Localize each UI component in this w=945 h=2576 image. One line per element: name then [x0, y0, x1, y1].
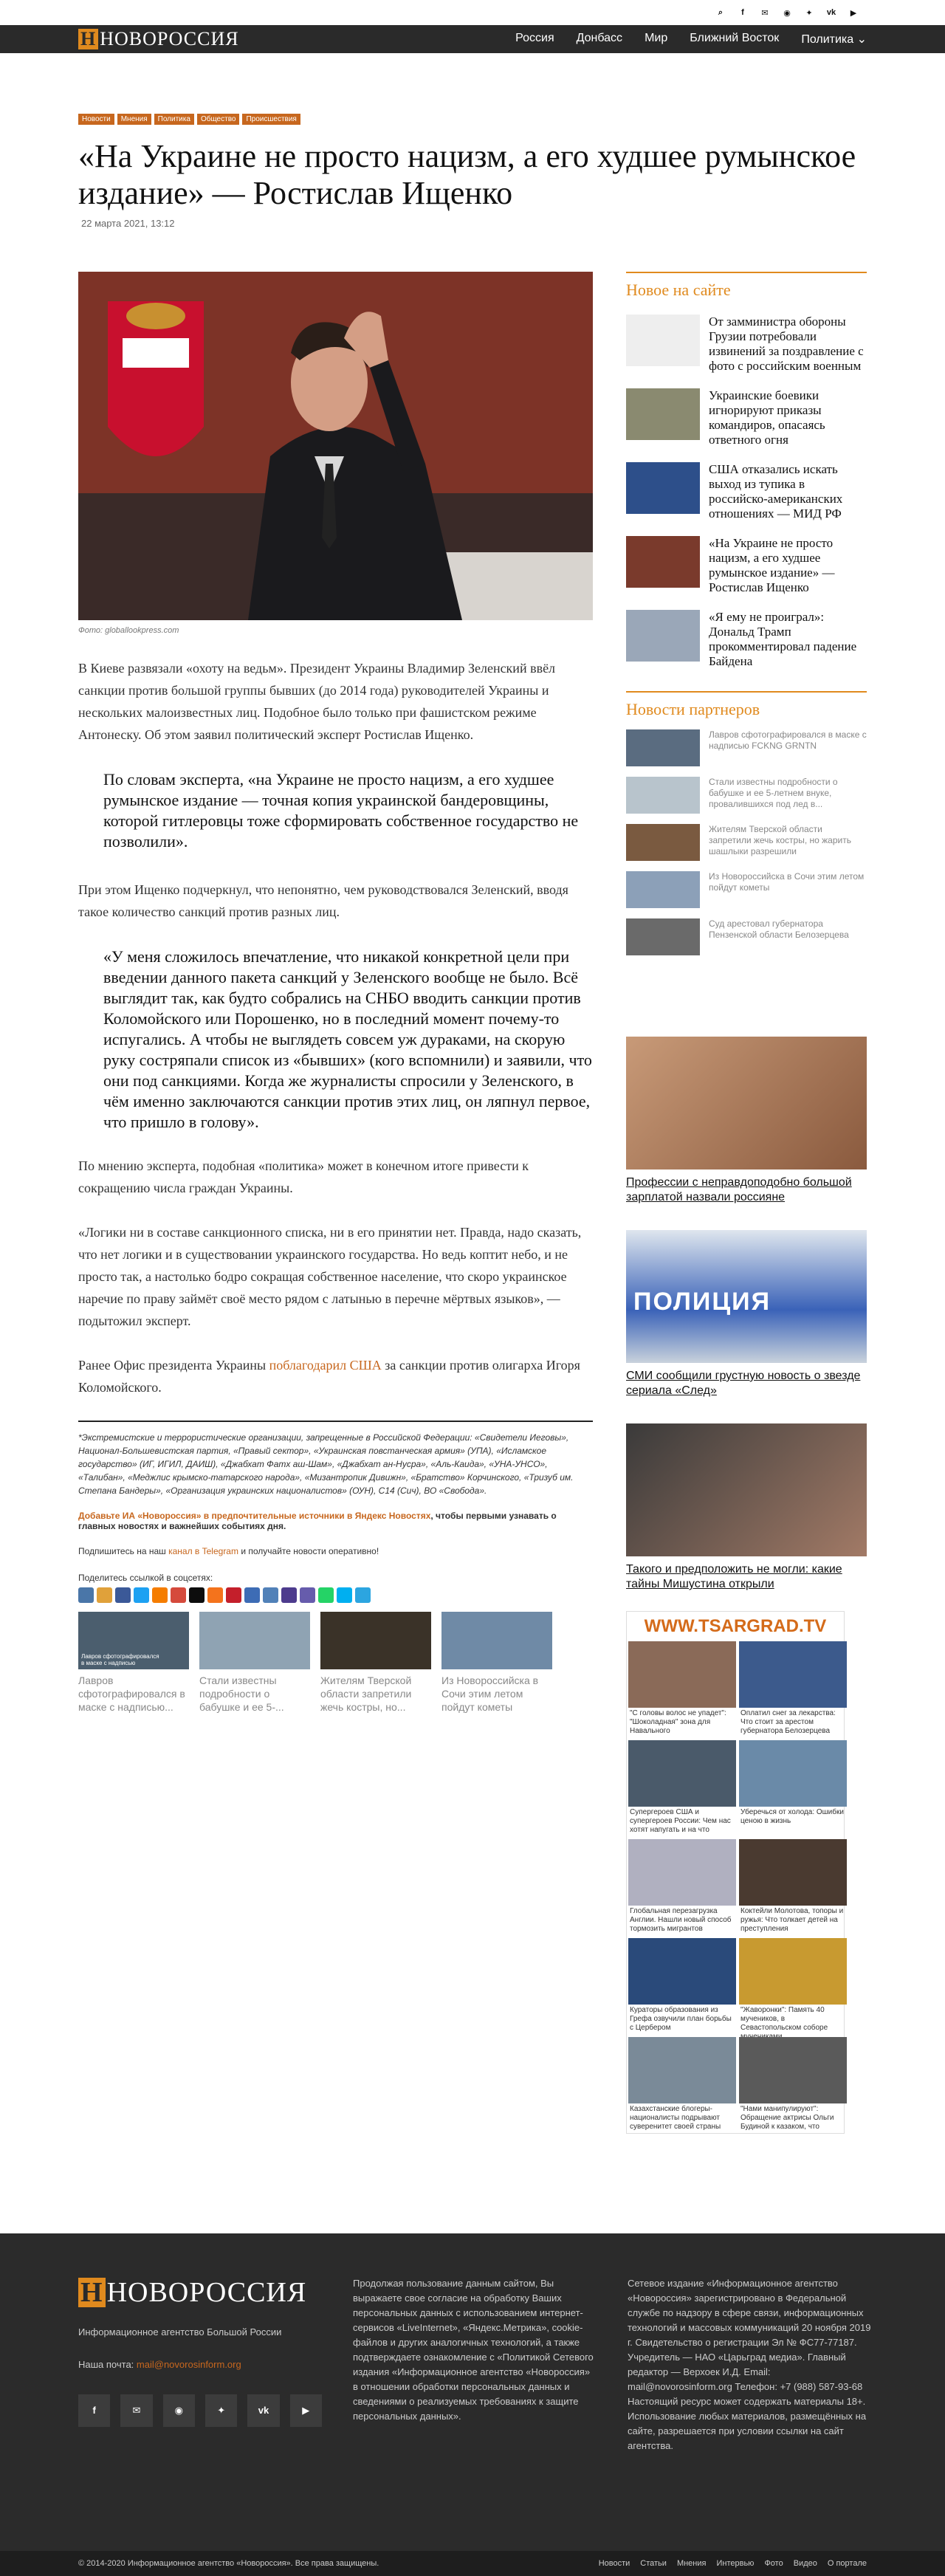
mail-icon[interactable]: ✉: [761, 8, 769, 18]
site-news-item[interactable]: [626, 315, 867, 374]
footer-mail-label: Наша почта:: [78, 2359, 137, 2370]
footer-privacy: Продолжая пользование данным сайтом, Вы выражаете свое согласие на обработку Ваших персональных данных с использованием интернет-сервисов «LiveInternet», «Яндекс.Метрика», cookie-файлов и других аналогичных технологий, а также подтверждаете ознакомление с «Политикой Сетевого издания «Информационное агентство «Новороссия» в отношении обработки персональных данных и сведениями о реализуемых требованиях к защите персональных данных».: [353, 2278, 594, 2422]
site-news-item[interactable]: [626, 610, 867, 669]
main-navbar: [0, 25, 945, 53]
partner-news-list: [626, 729, 867, 955]
tg-text-end: и получайте новости оперативно!: [238, 1546, 379, 1556]
share-button[interactable]: [355, 1587, 371, 1603]
footer-logo-text: НОВОРОССИЯ: [106, 2277, 307, 2308]
footer-social-icon[interactable]: vk: [247, 2394, 279, 2427]
yandex-news-link[interactable]: Добавьте ИА «Новороссия» в предпочтительные источники в Яндекс Новостях: [78, 1511, 431, 1521]
footer-mail-link[interactable]: mail@novorosinform.org: [136, 2359, 241, 2370]
sidebar-ads: [626, 1037, 867, 1592]
quote-1: По словам эксперта, «на Украине не просто нацизм, а его худшее румынское издание — точная копия украинской бандеровщины, которой гитлеровцы тоже сформировать собственное государство не позволили».: [103, 770, 579, 851]
tag[interactable]: Новости: [78, 114, 114, 125]
tsargrad-item[interactable]: [739, 1740, 847, 1836]
related-image: [320, 1612, 431, 1669]
share-button[interactable]: [78, 1587, 94, 1603]
tsargrad-grid: [627, 1641, 844, 2133]
tsargrad-title: Казахстанские блогеры-националисты подрывают суверенитет своей страны: [630, 2105, 721, 2131]
footer-logo[interactable]: [78, 2278, 322, 2307]
related-image: [78, 1612, 189, 1669]
article-title: «На Украине не просто нацизм, а его худшее румынское издание» — Ростислав Ищенко: [78, 138, 856, 211]
related-news: [78, 1612, 593, 1714]
tsargrad-item[interactable]: [739, 1938, 847, 2034]
partner-thumb: [626, 729, 700, 766]
footer-social-icon[interactable]: f: [78, 2394, 110, 2427]
tg-text: Подпишитесь на наш: [78, 1546, 169, 1556]
ad-title: Профессии с неправдоподобно большой зарплатой назвали россияне: [626, 1176, 852, 1203]
partner-thumb: [626, 871, 700, 908]
footer-social-icon[interactable]: ▶: [290, 2394, 322, 2427]
partner-title: Лавров сфотографировался в маске с надписью FCKNG GRNTN: [709, 729, 867, 751]
telegram-channel-link[interactable]: канал в Telegram: [168, 1546, 238, 1556]
footer-link[interactable]: Статьи: [640, 2559, 667, 2568]
tsargrad-title: "Нами манипулируют": Обращение актрисы Ольги Будиной к казаком, что: [740, 2105, 834, 2131]
tsargrad-image: [628, 1740, 736, 1807]
article-tags: [78, 114, 867, 125]
logo-text: НОВОРОССИЯ: [100, 28, 239, 49]
tsargrad-image: [739, 1641, 847, 1708]
news-thumb: [626, 462, 700, 514]
footer-link[interactable]: Фото: [764, 2559, 783, 2568]
share-button[interactable]: [281, 1587, 297, 1603]
footer-links: [599, 2559, 867, 2568]
footer-social-icon[interactable]: ✦: [205, 2394, 237, 2427]
share-button[interactable]: [189, 1587, 205, 1603]
facebook-icon[interactable]: f: [741, 8, 744, 17]
footer-social-icon[interactable]: ✉: [120, 2394, 152, 2427]
news-thumb: [626, 315, 700, 366]
partner-thumb: [626, 918, 700, 955]
tsargrad-item[interactable]: [628, 1740, 736, 1836]
footer-logo-letter: Н: [78, 2278, 106, 2307]
tsargrad-item[interactable]: [739, 2037, 847, 2133]
share-button[interactable]: [171, 1587, 186, 1603]
paragraph-1: В Киеве развязали «охоту на ведьм». Президент Украины Владимир Зеленский ввёл санкции против большой группы бывших (до 2014 года) руководителей Украины и нескольких малоизвестных лиц. Подобное было только при фашистском режиме Антонеску. Об этом заявил политический эксперт Ростислав Ищенко.: [78, 661, 556, 742]
nav-item[interactable]: Политика ⌄: [801, 33, 867, 46]
paragraph-5: [78, 1354, 593, 1398]
divider: [78, 1421, 593, 1422]
tsargrad-image: [628, 1839, 736, 1906]
partner-news-heading: Новости партнеров: [626, 691, 867, 719]
share-button[interactable]: [263, 1587, 278, 1603]
related-card[interactable]: [199, 1612, 310, 1714]
tsargrad-heading[interactable]: WWW.TSARGRAD.TV: [644, 1616, 827, 1636]
tag[interactable]: Общество: [197, 114, 240, 125]
footer-link[interactable]: Мнения: [676, 2559, 707, 2568]
news-title: США отказались искать выход из тупика в российско-американских отношениях — МИД РФ: [709, 462, 843, 521]
article-photo: [78, 272, 593, 620]
tsargrad-title: Коктейли Молотова, топоры и ружья: Что толкает детей на преступления: [740, 1907, 844, 1933]
news-title: «Я ему не проиграл»: Дональд Трамп прокомментировал падение Байдена: [709, 610, 857, 668]
search-icon[interactable]: ⌕: [718, 7, 724, 17]
photo-caption: Фото: globallookpress.com: [78, 626, 179, 635]
nav-item[interactable]: Донбасс: [576, 32, 623, 44]
sidebar-ad[interactable]: [626, 1230, 867, 1398]
tsargrad-item[interactable]: [739, 1839, 847, 1935]
tsargrad-title: Оплатил снег за лекарства: Что стоит за арестом губернатора Белозерцева: [740, 1709, 836, 1735]
news-title: «На Украине не просто нацизм, а его худшее румынское издание» — Ростислав Ищенко: [709, 536, 835, 594]
partner-thumb: [626, 824, 700, 861]
p5-text: Ранее Офис президента Украины: [78, 1358, 269, 1373]
related-title: Лавров сфотографировался в маске с надписью...: [78, 1675, 185, 1713]
site-news-item[interactable]: [626, 536, 867, 595]
new-on-site-list: [626, 315, 867, 669]
site-news-item[interactable]: [626, 388, 867, 447]
yandex-note: [78, 1511, 593, 1531]
ad-title: СМИ сообщили грустную новость о звезде сериала «След»: [626, 1370, 861, 1397]
tsargrad-image: [739, 1740, 847, 1807]
tsargrad-item[interactable]: [628, 1839, 736, 1935]
ad-plate: ПОЛИЦИЯ: [633, 1288, 772, 1316]
related-title: Стали известны подробности о бабушке и ее 5-...: [199, 1675, 284, 1713]
partner-news-item[interactable]: [626, 871, 867, 908]
article-date: 22 марта 2021, 13:12: [81, 218, 175, 229]
footer-legal: Сетевое издание «Информационное агентство «Новороссия» зарегистрировано в Федеральной службе по надзору в сфере связи, информационных технологий и массовых коммуникаций 20 ноября 2019 г. Свидетельство о регистрации Эл № ФС77-77187. Учредитель — НАО «Царьград медиа». Главный редактор — Верхоек И.Д. Email: mail@novorosinform.org Телефон: +7 (988) 587-93-68 Настоящий ресурс может содержать материалы 18+. Использование любых материалов, размещённых на сайте, разрешается при условии ссылки на сайт агентства.: [628, 2278, 871, 2451]
footer-link[interactable]: Видео: [793, 2559, 817, 2568]
tsargrad-title: "С головы волос не упадет": "Шоколадная" зона для Навального: [630, 1709, 726, 1735]
share-button[interactable]: [337, 1587, 352, 1603]
tsargrad-widget: [626, 1611, 845, 2134]
ad-image: [626, 1230, 867, 1363]
tsargrad-image: [628, 1938, 736, 2005]
tsargrad-title: Кураторы образования из Грефа озвучили план борьбы с Цербером: [630, 2006, 732, 2032]
main-menu: [515, 32, 867, 47]
share-button[interactable]: [300, 1587, 315, 1603]
share-button[interactable]: [207, 1587, 223, 1603]
quote-2: «У меня сложилось впечатление, что никакой конкретной цели при введении данного пакета санкций у Зеленского вообще не было. Всё выглядит так, как будто собрались на СНБО вводить санкции против Коломойского или Порошенко, но в последний момент почему-то испугались. А чтобы не выглядеть совсем уж дураками, на скорую руку состряпали список из «бывших» (кого вспомнили) и заявили, что они под санкциями. Когда же журналисты спросили у Зеленского, в чём именно заключаются санкции против этих лиц, он ляпнул первое, что пришло в голову».: [103, 947, 592, 1131]
bottom-bar: [0, 2551, 945, 2576]
tsargrad-title: Глобальная перезагрузка Англии. Нашли новый способ тормозить мигрантов: [630, 1907, 732, 1933]
site-logo[interactable]: [78, 28, 239, 50]
news-thumb: [626, 610, 700, 662]
tsargrad-image: [739, 2037, 847, 2103]
new-on-site-heading: Новое на сайте: [626, 272, 867, 300]
footer-brand: [78, 2278, 322, 2427]
tsargrad-item[interactable]: [628, 2037, 736, 2133]
partner-title: Из Новороссийска в Сочи этим летом пойдут кометы: [709, 871, 865, 893]
footer-link[interactable]: Интервью: [716, 2559, 755, 2568]
nav-item[interactable]: Мир: [645, 32, 668, 44]
rss-icon[interactable]: ◉: [783, 8, 791, 18]
tag[interactable]: Происшествия: [242, 114, 300, 125]
sidebar-ad[interactable]: [626, 1037, 867, 1205]
page-content: [78, 114, 867, 2131]
share-button[interactable]: [244, 1587, 260, 1603]
twitter-icon[interactable]: ✦: [805, 8, 813, 18]
top-social-bar: [0, 0, 945, 25]
tsargrad-item[interactable]: [739, 1641, 847, 1737]
related-image: [199, 1612, 310, 1669]
nav-item[interactable]: Россия: [515, 32, 554, 44]
partner-thumb: [626, 777, 700, 814]
paragraph-4: «Логики ни в составе санкционного списка, ни в его принятии нет. Правда, надо сказать, что нет логики и в существовании украинского государства. Но ведь коптит небо, и не просто так, а настолько бодро сокращая собственное население, что скоро украинское наречие по праву займёт своё место рядом с латынью в перечне мёртвых языков», — подытожил эксперт.: [78, 1225, 582, 1328]
footer-social-icon[interactable]: ◉: [163, 2394, 195, 2427]
yandex-note-text: , чтобы первыми узнавать о главных новостях и важнейших событиях дня.: [78, 1511, 557, 1531]
related-title: Жителям Тверской области запретили жечь костры, но...: [320, 1675, 412, 1713]
share-button[interactable]: [152, 1587, 168, 1603]
related-card[interactable]: [320, 1612, 431, 1714]
share-button[interactable]: [318, 1587, 334, 1603]
partner-title: Жителям Тверской области запретили жечь костры, но жарить шашлыки разрешили: [709, 824, 851, 856]
tsargrad-image: [628, 1641, 736, 1708]
related-image: [441, 1612, 552, 1669]
copyright: © 2014-2020 Информационное агентство «Новороссия». Все права защищены.: [78, 2559, 379, 2568]
tsargrad-title: Супергероев США и супергероев России: Чем нас хотят напугать и на что: [630, 1808, 731, 1834]
usa-thanks-link[interactable]: поблагодарил США: [269, 1358, 382, 1373]
footer-link[interactable]: Новости: [598, 2559, 630, 2568]
footer-mail: [78, 2357, 322, 2372]
tsargrad-item[interactable]: [628, 1938, 736, 2034]
tag[interactable]: Политика: [154, 114, 194, 125]
vk-icon[interactable]: vk: [826, 8, 836, 17]
footer-social: [78, 2394, 322, 2427]
tsargrad-title: Уберечься от холода: Ошибки ценою в жизнь: [740, 1808, 844, 1825]
partner-title: Суд арестовал губернатора Пензенской области Белозерцева: [709, 918, 849, 940]
related-title: Из Новороссийска в Сочи этим летом пойдут кометы: [441, 1675, 539, 1713]
share-button[interactable]: [115, 1587, 131, 1603]
article-body: [78, 272, 593, 1714]
partner-news-item[interactable]: [626, 824, 867, 861]
tsargrad-title: "Жаворонки": Память 40 мучеников, в Севастопольском соборе: [740, 2006, 828, 2032]
tsargrad-image: [739, 1839, 847, 1906]
related-card[interactable]: [441, 1612, 552, 1714]
news-thumb: [626, 536, 700, 588]
ad-image: [626, 1423, 867, 1556]
tsargrad-item[interactable]: [628, 1641, 736, 1737]
footer-link[interactable]: О портале: [827, 2559, 867, 2568]
tsargrad-image: [628, 2037, 736, 2103]
telegram-note: [78, 1546, 593, 1556]
related-card[interactable]: [78, 1612, 189, 1714]
ad-title: Такого и предположить не могли: какие тайны Мишустина открыли: [626, 1563, 842, 1590]
paragraph-2: При этом Ищенко подчеркнул, что непонятно, чем руководствовался Зеленский, вводя такое количество санкций против разных лиц.: [78, 882, 568, 919]
tsargrad-image: [739, 1938, 847, 2005]
share-button[interactable]: [134, 1587, 149, 1603]
nav-item[interactable]: Ближний Восток: [690, 32, 780, 44]
sidebar-ad[interactable]: [626, 1423, 867, 1592]
partner-title: Стали известны подробности о бабушке и ее 5-летнем внуке, провалившихся под лед в...: [709, 777, 838, 809]
p5-text-end: за санкции против олигарха Игоря Коломойского.: [78, 1358, 580, 1395]
share-button[interactable]: [226, 1587, 241, 1603]
extremist-disclaimer: *Экстремистские и террористические организации, запрещенные в Российской Федерации: «Свидетели Иеговы», Национал-Большевистская партия, «Правый сектор», «Украинская повстанческая армия» (УПА), «Исламское государство» (ИГ, ИГИЛ, ДАИШ), «Джабхат Фатх аш-Шам», «Джабхат ан-Нусра», «Аль-Каида», «УНА-УНСО», «Талибан», «Меджлис крымско-татарского народа», «Мизантропик Дивижн», «Братство» Корчинского, «Тризуб им. Степана Бандеры», «Организация украинских националистов» (ОУН), С14 (Сич), ВО «Свобода».: [78, 1432, 574, 1496]
tag[interactable]: Мнения: [117, 114, 151, 125]
youtube-icon[interactable]: ▶: [850, 8, 857, 18]
site-news-item[interactable]: [626, 462, 867, 521]
footer-tagline: Информационное агентство Большой России: [78, 2326, 282, 2338]
share-button[interactable]: [97, 1587, 112, 1603]
news-title: От замминистра обороны Грузии потребовали извинений за поздравление с фото с российским военным: [709, 315, 864, 373]
news-title: Украинские боевики игнорируют приказы командиров, опасаясь ответного огня: [709, 388, 825, 447]
partner-news-item[interactable]: [626, 729, 867, 766]
partner-news-item[interactable]: [626, 777, 867, 814]
share-label: Поделитесь ссылкой в соцсетях:: [78, 1573, 213, 1583]
logo-letter: Н: [78, 29, 98, 49]
news-thumb: [626, 388, 700, 440]
partner-news-item[interactable]: [626, 918, 867, 955]
paragraph-3: По мнению эксперта, подобная «политика» может в конечном итоге привести к сокращению числа граждан Украины.: [78, 1158, 529, 1195]
share-buttons: [78, 1587, 593, 1603]
ad-image: [626, 1037, 867, 1169]
footer: [0, 2233, 945, 2551]
related-overlay: Лавров сфотографировался в маске с надписью: [81, 1653, 159, 1666]
sidebar: [626, 272, 867, 2134]
